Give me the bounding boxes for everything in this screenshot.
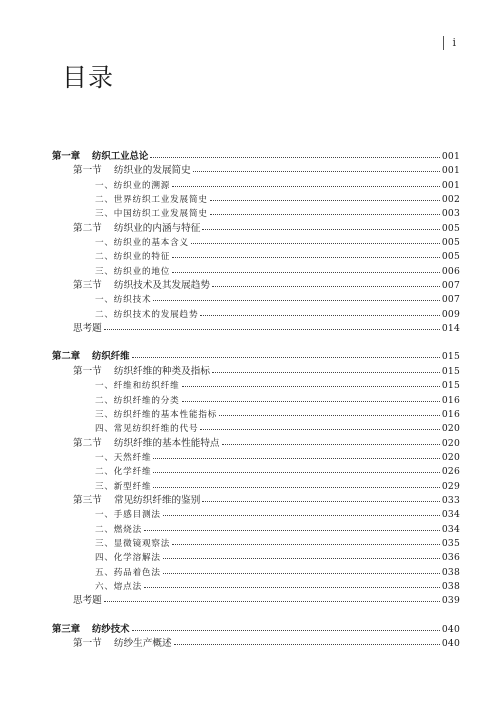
- toc-subsection-entry[interactable]: [52, 551, 460, 565]
- dot-leader: [153, 450, 439, 459]
- header-rule: [443, 36, 444, 50]
- toc-subsection-entry[interactable]: [52, 465, 460, 479]
- toc-subsection-entry[interactable]: [52, 193, 460, 207]
- dot-leader: [219, 407, 440, 416]
- page-number: 038: [441, 580, 460, 592]
- section-number: 第一节: [73, 165, 102, 177]
- toc-review-questions-entry[interactable]: [52, 594, 460, 608]
- page-folio: i: [452, 36, 456, 49]
- chapter-label: [52, 623, 130, 637]
- dot-leader: [153, 464, 439, 473]
- subsection-title: 五、药品着色法: [95, 567, 161, 578]
- subsection-title: 一、纺织业的溯源: [95, 180, 171, 191]
- subsection-title: 四、化学溶解法: [95, 553, 161, 564]
- subsection-title: 六、熔点法: [95, 581, 142, 592]
- toc-section-entry[interactable]: [52, 164, 460, 178]
- page-number: 033: [441, 494, 460, 506]
- dot-leader: [210, 192, 440, 201]
- section-label: [73, 279, 210, 293]
- section-label: [73, 494, 200, 508]
- page-number: 015: [441, 380, 460, 392]
- subsection-title: 三、纺织业的地位: [95, 266, 171, 277]
- chapter-number: 第二章: [52, 351, 81, 363]
- dot-leader: [182, 378, 440, 387]
- dot-leader: [172, 178, 440, 187]
- page-number: 040: [441, 623, 460, 635]
- section-label: [73, 637, 172, 651]
- dot-leader: [193, 163, 440, 172]
- page-number: 038: [441, 566, 460, 578]
- section-number: 第一节: [73, 365, 102, 377]
- page-number: 020: [441, 423, 460, 435]
- dot-leader: [200, 421, 440, 430]
- page-number: 026: [441, 466, 460, 478]
- subsection-title: 一、纺织技术: [95, 295, 152, 306]
- subsection-title: 二、纺织业的特征: [95, 252, 171, 263]
- toc-section-entry[interactable]: [52, 437, 460, 451]
- chapter-label: [52, 350, 130, 364]
- review-title: 思考题: [73, 323, 102, 335]
- section-title: 纺织技术及其发展趋势: [114, 280, 210, 292]
- review-title: 思考题: [73, 595, 102, 607]
- toc-section-entry[interactable]: [52, 494, 460, 508]
- page-number: 003: [441, 208, 460, 220]
- subsection-title: 三、纺织纤维的基本性能指标: [95, 409, 218, 420]
- toc-section-entry[interactable]: [52, 279, 460, 293]
- chapter-label: [52, 150, 148, 164]
- toc-subsection-entry[interactable]: [52, 236, 460, 250]
- toc-subsection-entry[interactable]: [52, 580, 460, 594]
- page-number: 039: [441, 595, 460, 607]
- subsection-title: 三、中国纺织工业发展简史: [95, 209, 208, 220]
- page-number: 007: [441, 294, 460, 306]
- page-number: 005: [441, 251, 460, 263]
- toc-subsection-entry[interactable]: [52, 207, 460, 221]
- chapter-spacer: [52, 609, 460, 623]
- page-number: 029: [441, 480, 460, 492]
- toc-chapter-entry[interactable]: [52, 150, 460, 164]
- section-title: 纺织纤维的种类及指标: [114, 365, 210, 377]
- dot-leader: [144, 579, 440, 588]
- toc-subsection-entry[interactable]: [52, 523, 460, 537]
- section-title: 常见纺织纤维的鉴别: [114, 494, 201, 506]
- subsection-title: 四、常见纺织纤维的代号: [95, 424, 199, 435]
- toc-subsection-entry[interactable]: [52, 293, 460, 307]
- dot-leader: [202, 493, 440, 502]
- dot-leader: [153, 479, 439, 488]
- page-number: 015: [441, 351, 460, 363]
- page-number: 007: [441, 280, 460, 292]
- dot-leader: [172, 249, 440, 258]
- toc-section-entry[interactable]: [52, 222, 460, 236]
- toc-review-questions-entry[interactable]: [52, 322, 460, 336]
- section-label: [73, 222, 200, 236]
- dot-leader: [202, 221, 440, 230]
- chapter-number: 第一章: [52, 151, 81, 162]
- chapter-title: 纺织纤维: [92, 351, 130, 363]
- dot-leader: [200, 307, 440, 316]
- page-number: 005: [441, 237, 460, 249]
- subsection-title: 一、天然纤维: [95, 452, 152, 463]
- page-number: 034: [441, 509, 460, 521]
- page-number: 014: [441, 323, 460, 335]
- page-number: 016: [441, 408, 460, 420]
- toc-subsection-entry[interactable]: [52, 451, 460, 465]
- toc-subsection-entry[interactable]: [52, 394, 460, 408]
- dot-leader: [182, 393, 440, 402]
- chapter-title: 纺织工业总论: [92, 151, 149, 162]
- subsection-title: 三、显微镜观察法: [95, 538, 171, 549]
- page-number: 015: [441, 365, 460, 377]
- section-label: [73, 437, 220, 451]
- running-head: [443, 36, 456, 50]
- chapter-number: 第三章: [52, 623, 81, 635]
- page-number: 009: [441, 308, 460, 320]
- toc-subsection-entry[interactable]: [52, 308, 460, 322]
- section-number: 第三节: [73, 494, 102, 506]
- dot-leader: [104, 593, 440, 602]
- dot-leader: [104, 321, 440, 330]
- dot-leader: [212, 278, 440, 287]
- subsection-title: 二、世界纺织工业发展简史: [95, 195, 208, 206]
- toc-subsection-entry[interactable]: [52, 566, 460, 580]
- dot-leader: [212, 364, 440, 373]
- page-title: 目录: [62, 63, 115, 92]
- page-number: 020: [441, 451, 460, 463]
- dot-leader: [210, 206, 440, 215]
- subsection-title: 三、新型纤维: [95, 481, 152, 492]
- section-number: 第三节: [73, 280, 102, 292]
- toc-section-entry[interactable]: [52, 637, 460, 651]
- page-number: 001: [441, 151, 460, 162]
- toc-subsection-entry[interactable]: [52, 408, 460, 422]
- toc-subsection-entry[interactable]: [52, 265, 460, 279]
- dot-leader: [222, 436, 440, 445]
- section-title: 纺织业的发展简史: [114, 165, 191, 177]
- chapter-title: 纺纱技术: [92, 623, 130, 635]
- dot-leader: [172, 536, 440, 545]
- page-number: 005: [441, 222, 460, 234]
- section-title: 纺纱生产概述: [114, 638, 172, 649]
- page-number: 006: [441, 265, 460, 277]
- toc-chapter-entry[interactable]: [52, 623, 460, 637]
- subsection-title: 二、纺织纤维的分类: [95, 395, 180, 406]
- page-number: 020: [441, 437, 460, 449]
- section-number: 第二节: [73, 437, 102, 449]
- dot-leader: [163, 550, 440, 559]
- toc-subsection-entry[interactable]: [52, 250, 460, 264]
- page-number: 016: [441, 394, 460, 406]
- dot-leader: [153, 292, 439, 301]
- toc-subsection-entry[interactable]: [52, 508, 460, 522]
- dot-leader: [191, 235, 440, 244]
- toc-subsection-entry[interactable]: [52, 480, 460, 494]
- toc-subsection-entry[interactable]: [52, 537, 460, 551]
- dot-leader: [163, 565, 440, 574]
- dot-leader: [150, 149, 440, 158]
- page-number: 001: [441, 165, 460, 177]
- toc-subsection-entry[interactable]: [52, 379, 460, 393]
- page-number: 036: [441, 552, 460, 564]
- toc-section-entry[interactable]: [52, 365, 460, 379]
- page-number: 002: [441, 194, 460, 206]
- subsection-title: 二、纺织技术的发展趋势: [95, 309, 199, 320]
- subsection-title: 一、纤维和纺织纤维: [95, 381, 180, 392]
- dot-leader: [132, 349, 440, 358]
- toc-chapter-entry[interactable]: [52, 350, 460, 364]
- section-number: 第二节: [73, 222, 102, 234]
- page-number: 001: [441, 179, 460, 191]
- subsection-title: 二、化学纤维: [95, 467, 152, 478]
- section-title: 纺织纤维的基本性能特点: [114, 437, 220, 449]
- chapter-spacer: [52, 336, 460, 350]
- subsection-title: 一、手感目测法: [95, 510, 161, 521]
- section-number: 第一节: [73, 638, 102, 649]
- toc-subsection-entry[interactable]: [52, 179, 460, 193]
- table-of-contents: [52, 150, 460, 651]
- dot-leader: [163, 507, 440, 516]
- page-number: 034: [441, 523, 460, 535]
- subsection-title: 一、纺织业的基本含义: [95, 238, 189, 249]
- dot-leader: [174, 636, 440, 645]
- subsection-title: 二、燃烧法: [95, 524, 142, 535]
- section-title: 纺织业的内涵与特征: [114, 222, 201, 234]
- dot-leader: [132, 622, 440, 631]
- dot-leader: [172, 264, 440, 273]
- section-label: [73, 164, 191, 178]
- page-number: 035: [441, 537, 460, 549]
- toc-subsection-entry[interactable]: [52, 422, 460, 436]
- section-label: [73, 365, 210, 379]
- dot-leader: [144, 522, 440, 531]
- page-number: 040: [441, 638, 460, 649]
